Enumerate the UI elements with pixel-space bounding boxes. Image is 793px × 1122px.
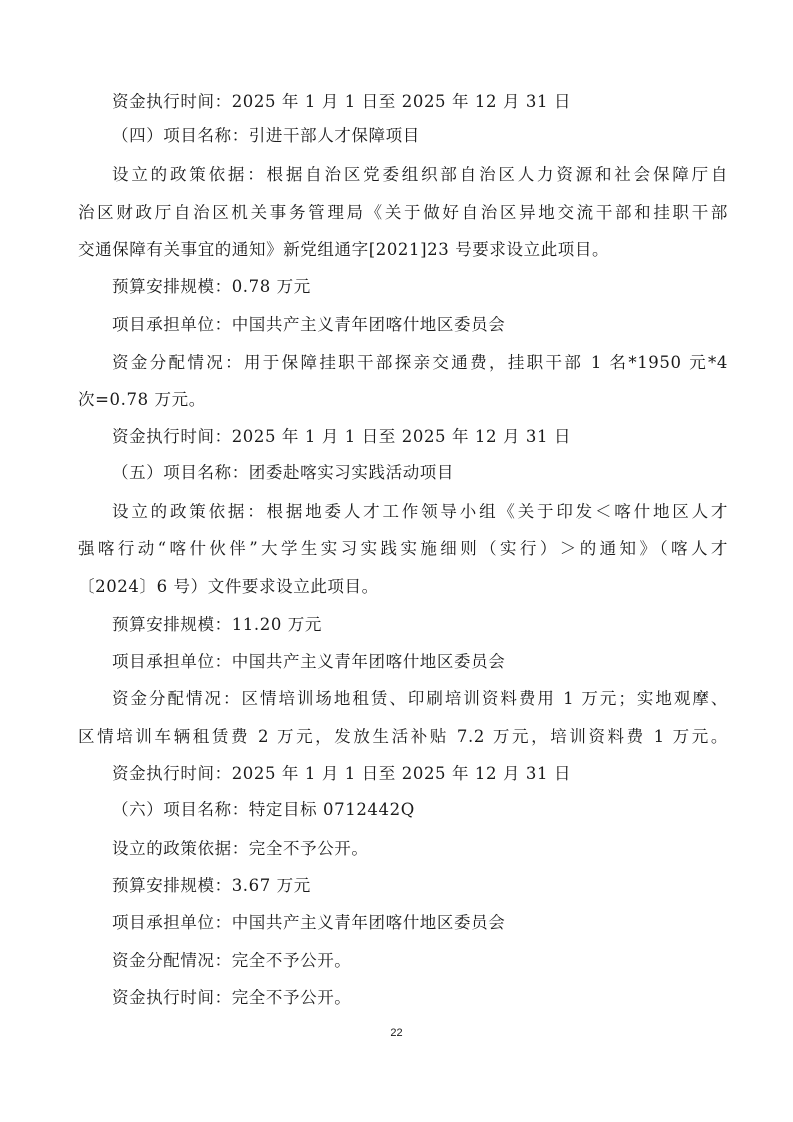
paragraph-line: 预算安排规模：11.20 万元	[112, 615, 322, 634]
paragraph-line: 资金执行时间：2025 年 1 月 1 日至 2025 年 12 月 31 日	[112, 92, 572, 111]
page-number: 22	[390, 1027, 403, 1039]
paragraph-line: 项目承担单位：中国共产主义青年团喀什地区委员会	[112, 652, 506, 671]
paragraph-line: 预算安排规模：0.78 万元	[112, 277, 311, 296]
paragraph-line: 设立的政策依据：完全不予公开。	[112, 839, 369, 858]
paragraph-line: 项目承担单位：中国共产主义青年团喀什地区委员会	[112, 315, 506, 334]
paragraph-line: 次=0.78 万元。	[78, 390, 206, 409]
paragraph-line: 治区财政厅自治区机关事务管理局《关于做好自治区异地交流干部和挂职干部	[78, 203, 728, 222]
paragraph-line: 资金执行时间：完全不予公开。	[112, 988, 352, 1007]
paragraph-line: 强喀行动“喀什伙伴”大学生实习实践实施细则（实行）＞的通知》（喀人才	[78, 539, 728, 558]
paragraph-line: 设立的政策依据：根据自治区党委组织部自治区人力资源和社会保障厅自	[112, 165, 728, 184]
paragraph-line: 资金执行时间：2025 年 1 月 1 日至 2025 年 12 月 31 日	[112, 764, 572, 783]
paragraph-line: 资金分配情况：用于保障挂职干部探亲交通费，挂职干部 1 名*1950 元*4	[112, 353, 728, 372]
paragraph-line: 区情培训车辆租赁费 2 万元，发放生活补贴 7.2 万元，培训资料费 1 万元。	[78, 727, 728, 746]
paragraph-line: 资金执行时间：2025 年 1 月 1 日至 2025 年 12 月 31 日	[112, 427, 572, 446]
paragraph-line: 设立的政策依据：根据地委人才工作领导小组《关于印发＜喀什地区人才	[112, 502, 728, 521]
paragraph-line: 资金分配情况：区情培训场地租赁、印刷培训资料费用 1 万元；实地观摩、	[112, 689, 728, 708]
paragraph-line: 交通保障有关事宜的通知》新党组通字[2021]23 号要求设立此项目。	[78, 240, 610, 259]
paragraph-line: 项目承担单位：中国共产主义青年团喀什地区委员会	[112, 913, 506, 932]
paragraph-line: （五）项目名称：团委赴喀实习实践活动项目	[112, 463, 454, 482]
paragraph-line: 资金分配情况：完全不予公开。	[112, 951, 352, 970]
paragraph-line: 〔2024〕6 号）文件要求设立此项目。	[78, 577, 379, 596]
paragraph-line: （四）项目名称：引进干部人才保障项目	[112, 126, 420, 145]
paragraph-line: （六）项目名称：特定目标 0712442Q	[112, 800, 415, 819]
paragraph-line: 预算安排规模：3.67 万元	[112, 876, 311, 895]
